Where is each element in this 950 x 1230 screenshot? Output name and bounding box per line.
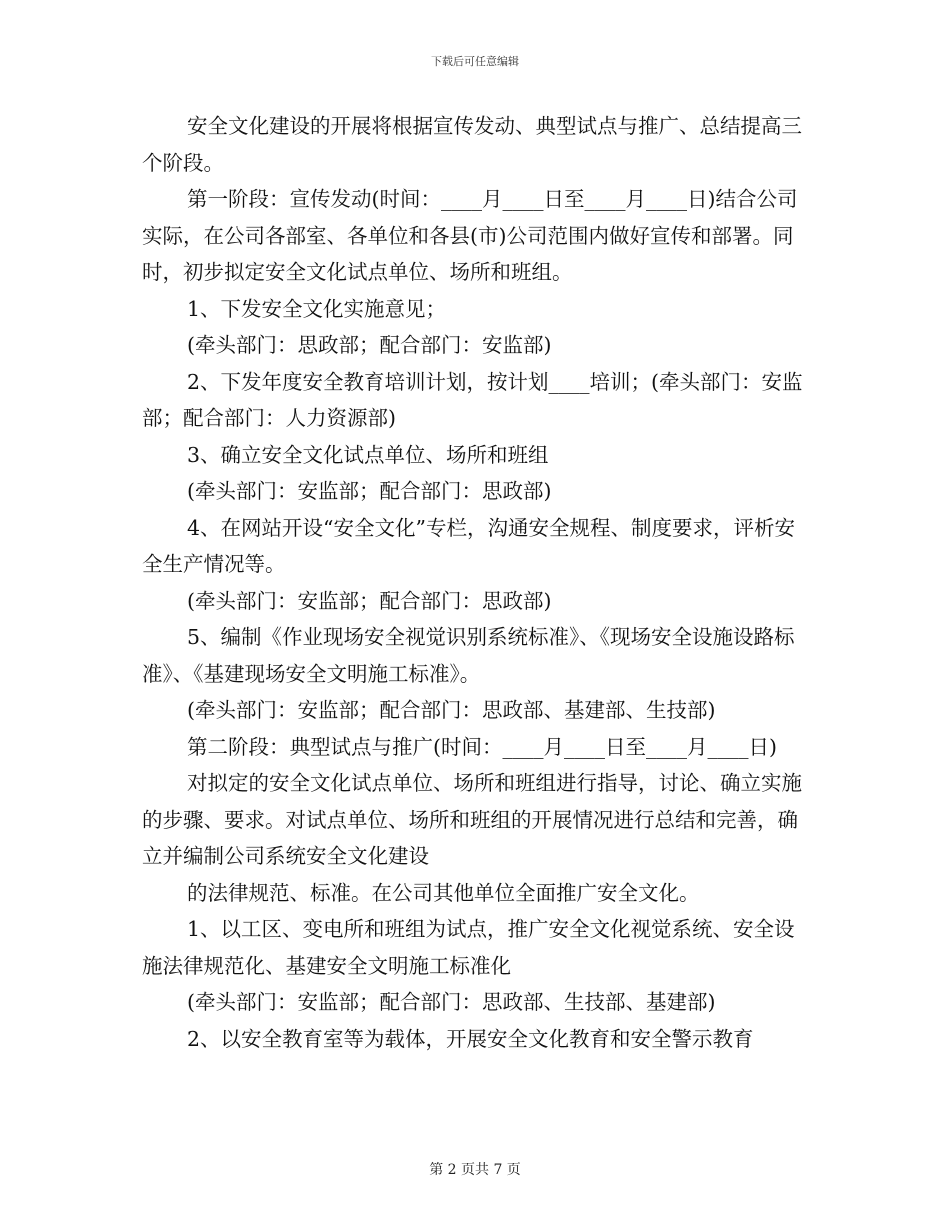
list-item-3: 3、确立安全文化试点单位、场所和班组: [187, 442, 549, 467]
department-note: (牵头部门：思政部；配合部门：安监部): [187, 333, 552, 357]
list-item-2: 2、下发年度安全教育培训计划，按计划____培训；(牵头部门：安监部；配合部门：人力资源部): [142, 369, 803, 430]
paragraph-intro: 安全文化建设的开展将根据宣传发动、典型试点与推广、总结提高三个阶段。: [142, 114, 802, 175]
department-note: (牵头部门：安监部；配合部门：思政部): [187, 588, 552, 613]
list-item-1: 1、以工区、变电所和班组为试点，推广安全文化视觉系统、安全设施法律规范化、基建安全文明施工标准化: [142, 917, 795, 978]
department-note: (牵头部门：安监部；配合部门：思政部、基建部、生技部): [187, 698, 716, 722]
list-item-5: 5、编制《作业现场安全视觉识别系统标准》、《现场安全设施设路标准》、《基建现场安全文明施工标准》。: [142, 625, 795, 686]
list-item-2: 2、以安全教育室等为载体，开展安全文化教育和安全警示教育: [187, 1026, 754, 1051]
department-note: (牵头部门：安监部；配合部门：思政部、生技部、基建部): [187, 990, 716, 1014]
paragraph-phase-two: 第二阶段：典型试点与推广(时间：____月____日至____月____日): [187, 734, 777, 759]
page-header-note: 下载后可任意编辑: [431, 55, 519, 68]
paragraph-phase-two-description: 对拟定的安全文化试点单位、场所和班组进行指导，讨论、确立实施的步骤、要求。对试点单位、场所和班组的开展情况进行总结和完善，确立并编制公司系统安全文化建设: [142, 771, 802, 868]
paragraph-phase-two-continuation: 的法律规范、标准。在公司其他单位全面推广安全文化。: [187, 880, 700, 905]
department-note: (牵头部门：安监部；配合部门：思政部): [187, 479, 552, 503]
page-number: 第 2 页共 7 页: [429, 1162, 521, 1178]
paragraph-phase-one: 第一阶段：宣传发动(时间：____月____日至____月____日)结合公司实际，在公司各部室、各单位和各县(市)公司范围内做好宣传和部署。同时，初步拟定安全文化试点单位、场所和班组。: [142, 187, 798, 284]
list-item-4: 4、在网站开设“安全文化”专栏，沟通安全规程、制度要求，评析安全生产情况等。: [142, 515, 796, 576]
document-body: [142, 108, 808, 1057]
list-item-1: 1、下发安全文化实施意见；: [187, 296, 447, 321]
